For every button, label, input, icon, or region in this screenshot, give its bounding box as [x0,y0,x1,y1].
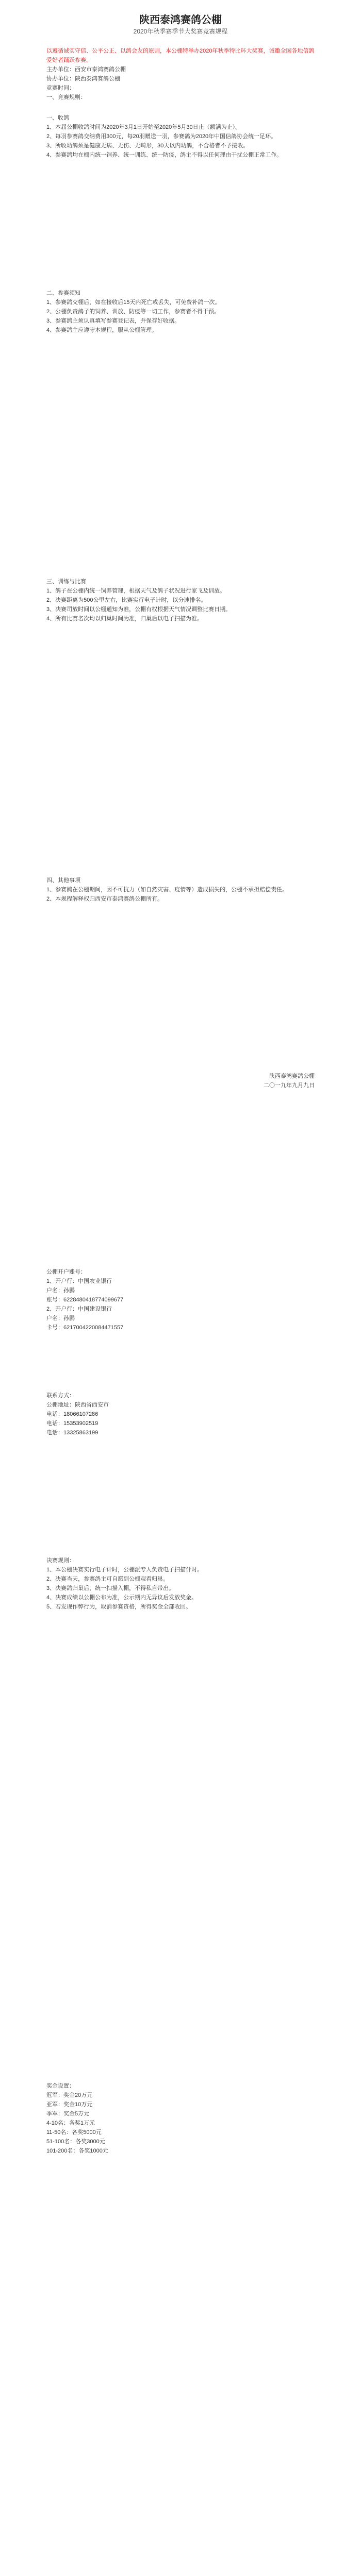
signoff-date: 二〇一九年九月九日 [264,1082,315,1089]
contact-block [46,1391,315,1437]
contact-line: 电话：15353902519 [46,1420,99,1427]
account-heading: 公棚开户账号： [46,1269,86,1275]
rules-section-4 [46,876,315,904]
rule-line: 2、决赛距离为500公里左右，比赛实行电子计时，以分速排名。 [46,597,207,603]
contact-heading: 联系方式： [46,1393,75,1399]
rule-line: 4、所有比赛名次均以归巢时间为准，归巢后以电子扫描为准。 [46,616,203,622]
signoff-org: 陕西泰鸿赛鸽公棚 [269,1073,315,1079]
final-rule-line: 2、决赛当天，参赛鸽主可自愿到公棚观看归巢。 [46,1576,169,1582]
prize-line: 季军：奖金5万元 [46,2111,90,2117]
section-heading: 三、训练与比赛 [46,579,86,585]
prize-line: 51-100名：各奖3000元 [46,2139,105,2145]
final-rule-line: 5、若发现作弊行为，取消参赛资格，所得奖金全部收回。 [46,1604,192,1610]
intro-block [46,46,315,102]
rule-line: 4、参赛鸽主应遵守本规程，服从公棚管理。 [46,327,158,333]
final-rule-line: 4、决赛成绩以公棚公布为准，公示期内无异议后发放奖金。 [46,1595,198,1601]
contact-line: 电话：13325863199 [46,1430,99,1436]
prize-heading: 奖金设置： [46,2083,75,2089]
section-heading: 一、收鸽 [46,115,69,121]
final-rules-block [46,1556,315,1612]
rules-section-1 [46,113,315,160]
rule-line: 2、本规程解释权归西安市泰鸿赛鸽公棚所有。 [46,896,163,902]
prize-line: 冠军：奖金20万元 [46,2092,93,2098]
account-block [46,1267,315,1332]
account-line: 2、开户行：中国建设银行 [46,1306,112,1312]
final-rule-line: 3、决赛鸽归巢后，统一扫描入棚，不得私自带出。 [46,1585,175,1591]
contact-line: 电话：18066107286 [46,1411,99,1417]
rules-section-2 [46,289,315,335]
rule-line: 4、参赛鸽均在棚内统一饲养、统一训练、统一防疫，鸽主不得以任何理由干扰公棚正常工作。 [46,152,283,158]
intro-notice: 以遵循诚实守信、公平公正、以鸽会友的原则，本公棚特举办2020年秋季特比环大奖赛，诚邀全国各地信鸽爱好者踊跃参赛。 [46,48,315,63]
rule-line: 1、参赛鸽在公棚期间，因不可抗力（如自然灾害、疫情等）造成损失的，公棚不承担赔偿责任。 [46,887,288,893]
prize-line: 4-10名：各奖1万元 [46,2120,95,2126]
rules-section-3 [46,577,315,623]
prize-line: 亚军：奖金10万元 [46,2102,93,2108]
intro-line: 主办单位：西安市泰鸿赛鸽公棚 [46,66,126,73]
rule-line: 3、所收幼鸽须是健康无病、无伤、无畸形，30天以内幼鸽，不合格者不予接收。 [46,143,249,149]
account-line: 1、开户行：中国农业银行 [46,1278,112,1284]
signoff-1 [46,1072,315,1090]
prize-block [46,2081,315,2156]
rule-line: 1、鸽子在公棚内统一饲养管理，根据天气及鸽子状况进行家飞及训放。 [46,588,226,594]
rule-line: 2、公棚负责鸽子的饲养、训放、防疫等一切工作，参赛者不得干预。 [46,309,220,315]
section-heading: 四、其他事项 [46,877,80,884]
final-rule-line: 1、本公棚决赛实行电子计时，公棚派专人负责电子扫描计时。 [46,1567,203,1573]
account-line: 账号：6228480418774099677 [46,1297,124,1303]
intro-line: 一、竞赛规则： [46,94,86,100]
account-line: 户名：孙鹏 [46,1315,75,1321]
rule-line: 3、决赛司放时间以公棚通知为准，公棚有权根据天气情况调整比赛日期。 [46,606,232,613]
rule-line: 2、每羽参赛鸽交纳费用300元，每20羽赠送一羽，参赛鸽为2020年中国信鸽协会统一足环。 [46,133,277,140]
prize-line: 11-50名：各奖5000元 [46,2129,102,2136]
contact-line: 公棚地址：陕西省西安市 [46,1402,109,1408]
account-line: 户名：孙鹏 [46,1287,75,1294]
account-line: 卡号：6217004220084471557 [46,1325,124,1331]
rule-line: 1、本届公棚收鸽时间为2020年3月1日开始至2020年5月30日止（额满为止）。 [46,124,241,130]
final-rules-heading: 决赛规则： [46,1557,75,1564]
rule-line: 3、参赛鸽主须认真填写参赛登记表，并保存好收据。 [46,318,180,324]
page-title: 陕西泰鸿赛鸽公棚 [139,14,222,26]
section-heading: 二、参赛须知 [46,290,80,296]
intro-line: 协办单位：陕西泰鸿赛鸽公棚 [46,76,120,82]
intro-line: 竞赛时间： [46,85,75,91]
page-subtitle: 2020年秋季赛季节大奖赛竞赛规程 [133,28,228,35]
rule-line: 1、参赛鸽交棚后，如在接收后15天内死亡或丢失，可免费补鸽一次。 [46,299,221,306]
prize-line: 101-200名：各奖1000元 [46,2148,108,2154]
